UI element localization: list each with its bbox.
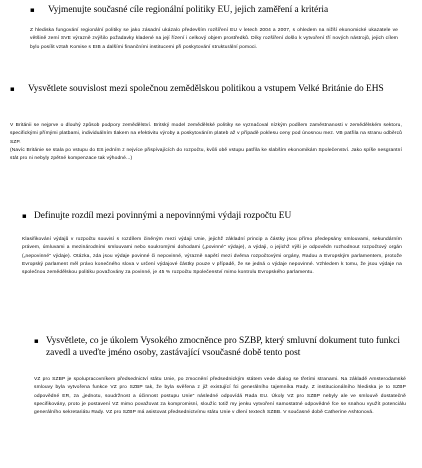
question-heading: Vysvětlete, co je úkolem Vysokého zmocněnce pro SZBP, který smluvní dokument tuto funkci zavedl a uveďte jméno osoby, zastávající vsoučasné době tento post	[46, 336, 400, 358]
question-heading: Vysvětlete souvislost mezi společnou zemědělskou politikou a vstupem Velké Británie do EHS	[28, 84, 384, 94]
bullet-icon: ▪	[22, 212, 27, 220]
answer-text: VZ pro SZBP je spolupracovníkem předsednictví státu Unie, po zmocnění předsednickým státem vede dialog se třetími stranami. Na základě Amsterodamské smlouvy byla vytvořena funkce VZ pro SZBP tak, že byla svěřena z již existující fci generálního tajemníka Rady. Z institucionálního hlediska je to SZBP odpovědné ER, za „jednotu, soudržnost a účinnost postupu Unie" následné odpovídá Rada EU. Úkoly VZ pro SZBP nebyly ale ve smlouvě dostatečně specifikovány, proto je postavení VZ mimo považovat za kompromisní, sloužíc totiž my jenku vytvoření samostatné odpovědné fce se snahou využít potenciálu generálního sekretariátu Rady. VZ pro SZBP má asistovat předsednictvímu státu Unie v dlení textech SZBB. V současné době Catherine Ashtonová.	[34, 377, 406, 416]
answer-text: (Navíc Británie se stala po vstupu do ES jedním z nejvíce přispívajících do rozpočtu, kvůli obě vstupu patřila ke slabším ekonomikám Společenství. Jako spíše nesgrantní stát pro ni nebyly zpětné kompenzace tak výhodné...)	[10, 147, 402, 162]
question-heading: Vyjmenujte současné cíle regionální politiky EU, jejich zaměření a kritéria	[48, 5, 329, 15]
bullet-icon: ▪	[10, 85, 15, 93]
answer-paragraph	[22, 236, 402, 277]
answer-paragraph	[10, 122, 402, 163]
answer-text: V Británii se nejprve o dlouhý způsob podpory zemědělství. Britský model zemědělské politiky se vyznačoval nízkým podílem zaměstnanosti v zemědělském sektoru, specifickými přímými platbami, individuálním tlakem na efektivitu výroby a poskytováním plateb až v případě poklesu ceny pod únosnou mez. VB patřila na stranu odběrců SZP.	[10, 123, 402, 145]
bullet-icon: ▪	[30, 6, 35, 14]
answer-paragraph	[30, 27, 398, 52]
answer-text: Z hlediska fungování regionální politiky se jako zásadní ukázalo především rozšíření EU v letech 2004 a 2007, s ohledem na nižší ekonomické ukazatele ve většině zemí SVE výrazně zvýšilo požadavky kladené na její řízení i celkový objem prostředků. Díky rozšíření došlo k vytvoření tří nových nástrojů, jejich cílem bylo posílit vztah Komise s EIB a dalšími finančními institucemi při poskytování strukturální pomoci.	[30, 28, 398, 50]
question-heading: Definujte rozdíl mezi povinnými a nepovinnými výdaji rozpočtu EU	[34, 211, 292, 221]
answer-paragraph	[34, 376, 406, 417]
answer-text: Klasifikování výdajů v rozpočtu souvisí s rozdílem činěným mezi výdaji Unie, jejichž základní princip a částky jsou přímo předepsány smlouvami, sekundárním právem, úmluvami a mezinárodními smlouvami nebo soukromými dohodami („povinné" výdaje), a výdaji, o jejichž výši je odpovědn rozhodnout rozpočtový orgán („nepovinné" výdaje). Otázka, zda jsou výdaje povinné či nepovinné, výrazně napětí mezi dvěma rozpočtovými orgány, Radou a Evropským parlamentem, protože Evropský parlament měl právo konečného slova v určení výdajové částky pouze v případě, že se jedná o výdaje nepovinné. Vzhledem k tomu, že jsou výdaje na společnou zemědělskou politiku považovány za povinné, je 45 % rozpočtu Společenství mimo kontrolu Evropského parlamentu.	[22, 237, 402, 276]
bullet-icon: ▪	[34, 337, 39, 345]
